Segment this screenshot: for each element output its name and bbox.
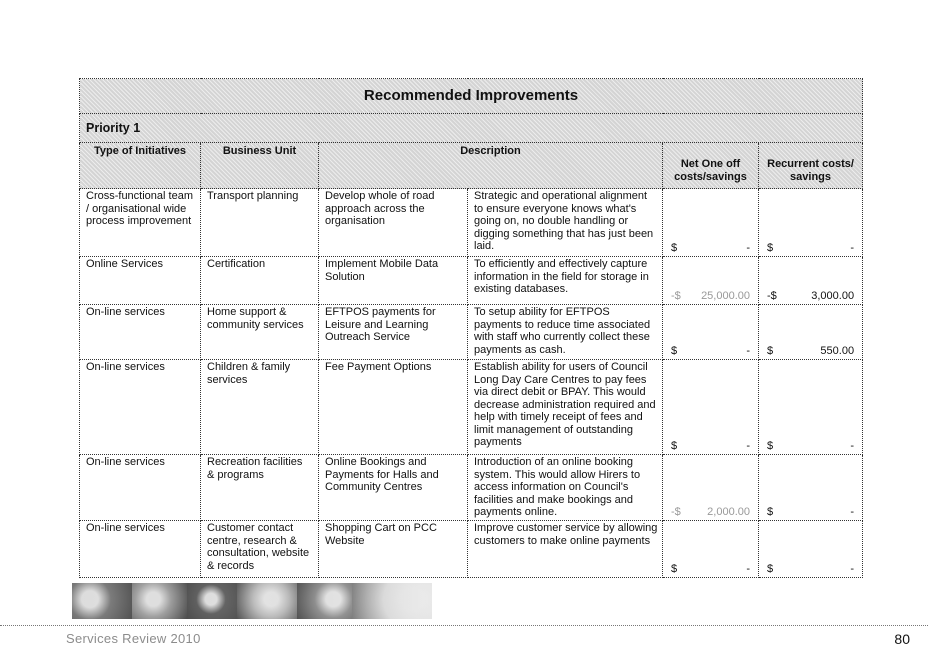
cell-business-unit: Certification [201,257,319,305]
cell-type: On-line services [80,305,201,360]
table-row [80,189,863,257]
currency-sign: $ [671,439,678,452]
currency-sign: $ [671,241,678,254]
amount-value: 25,000.00 [701,289,750,302]
cell-detail: Establish ability for users of Council Long Day Care Centres to pay fees via direct debit or BPAY. This would decrease administration required and help with timely receipt of fees and limit management of outstanding payments [468,360,663,455]
currency-sign: $ [767,439,774,452]
cell-type: On-line services [80,455,201,521]
cell-detail: Improve customer service by allowing customers to make online payments [468,521,663,578]
amount-value: - [850,505,855,518]
currency-sign: $ [671,562,678,575]
amount-value: - [850,439,855,452]
amount-value: 2,000.00 [707,505,750,518]
amount-value: - [746,344,750,357]
cell-business-unit: Recreation facilities & programs [201,455,319,521]
currency-sign: $ [671,344,678,357]
cell-net-one-off [663,521,759,578]
currency-sign: -$ [767,289,777,302]
currency-sign: $ [767,241,774,254]
cell-recurrent [759,521,863,578]
cell-business-unit: Transport planning [201,189,319,257]
photo-tile [297,583,352,619]
currency-sign: -$ [671,505,681,518]
cell-detail: Strategic and operational alignment to ensure everyone knows what's going on, no double handling or digging something that has just been laid. [468,189,663,257]
cell-detail: To efficiently and effectively capture information in the field for storage in existing databases. [468,257,663,305]
footer-photo-strip [72,583,432,619]
cell-type: On-line services [80,521,201,578]
cell-recurrent [759,305,863,360]
cell-recurrent [759,360,863,455]
cell-initiative: Develop whole of road approach across the organisation [319,189,468,257]
cell-business-unit: Children & family services [201,360,319,455]
table-title: Recommended Improvements [80,79,863,114]
photo-tile [132,583,187,619]
currency-sign: $ [767,562,774,575]
amount-value: 550.00 [820,344,855,357]
cell-recurrent [759,257,863,305]
currency-sign: $ [767,344,774,357]
table-row [80,360,863,455]
cell-initiative: Online Bookings and Payments for Halls and Community Centres [319,455,468,521]
cell-detail: Introduction of an online booking system. This would allow Hirers to access information on Council's facilities and make bookings and payments online. [468,455,663,521]
cell-net-one-off [663,189,759,257]
cell-net-one-off [663,455,759,521]
currency-sign: $ [767,505,774,518]
amount-value: - [746,439,750,452]
cell-initiative: Shopping Cart on PCC Website [319,521,468,578]
footer-divider [0,625,928,626]
amount-value: 3,000.00 [811,289,855,302]
cell-net-one-off [663,360,759,455]
currency-sign: -$ [671,289,681,302]
photo-tile [187,583,237,619]
cell-detail: To setup ability for EFTPOS payments to reduce time associated with staff who currently collect these payments as cash. [468,305,663,360]
amount-value: - [850,241,855,254]
photo-tile [72,583,132,619]
cell-type: Online Services [80,257,201,305]
header-type: Type of Initiatives [80,143,201,189]
cell-net-one-off [663,305,759,360]
table-row [80,521,863,578]
amount-value: - [850,562,855,575]
cell-initiative: EFTPOS payments for Leisure and Learning Outreach Service [319,305,468,360]
table-row [80,257,863,305]
header-description: Description [319,143,663,189]
header-recurrent: Recurrent costs/ savings [759,143,863,189]
header-business-unit: Business Unit [201,143,319,189]
cell-business-unit: Home support & community services [201,305,319,360]
priority-label: Priority 1 [80,114,863,143]
recommended-improvements-table [79,78,863,578]
photo-tile [237,583,297,619]
photo-tile [352,583,432,619]
cell-business-unit: Customer contact centre, research & consultation, website & records [201,521,319,578]
amount-value: - [746,562,750,575]
cell-type: On-line services [80,360,201,455]
cell-initiative: Implement Mobile Data Solution [319,257,468,305]
page-number: 80 [894,631,910,647]
footer-title: Services Review 2010 [66,631,201,646]
cell-recurrent [759,189,863,257]
amount-value: - [746,241,750,254]
table-row [80,455,863,521]
cell-type: Cross-functional team / organisational wide process improvement [80,189,201,257]
cell-recurrent [759,455,863,521]
table-row [80,305,863,360]
header-net-one-off: Net One off costs/savings [663,143,759,189]
cell-initiative: Fee Payment Options [319,360,468,455]
cell-net-one-off [663,257,759,305]
